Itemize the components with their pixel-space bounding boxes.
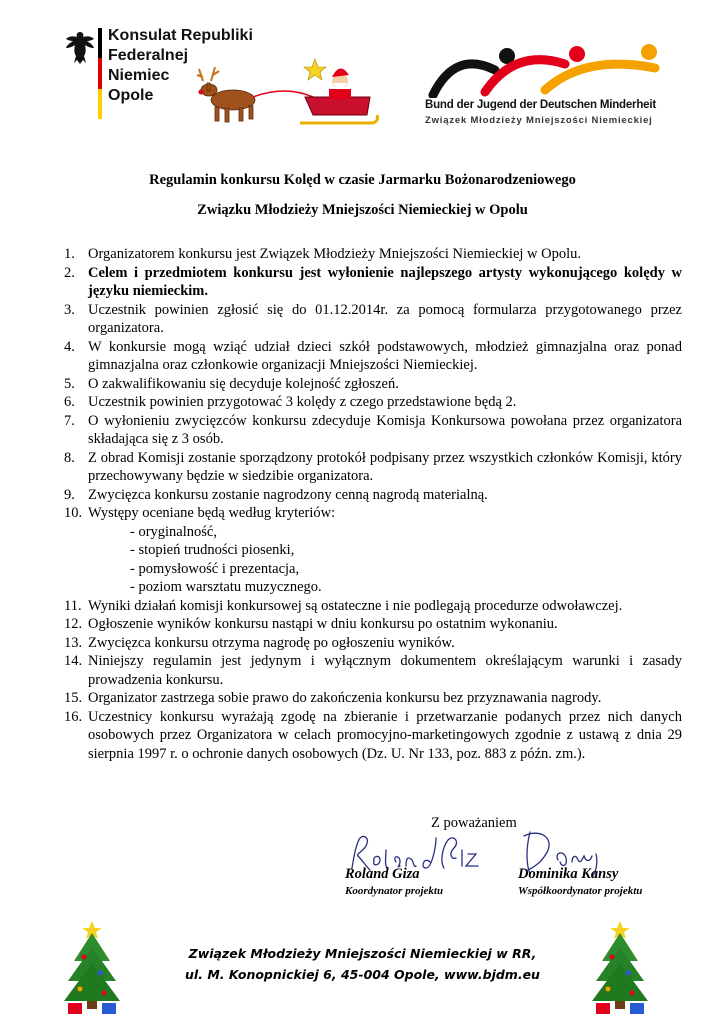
rule-item (64, 412, 682, 449)
rule-item (64, 264, 682, 301)
rule-item (64, 634, 682, 653)
rule-text: Uczestnik powinien przygotować 3 kolędy z czego przedstawione będą 2. (88, 394, 517, 410)
rule-number: 1. (64, 246, 75, 262)
association-name: Bund der Jugend der Deutschen Minderheit (425, 99, 656, 111)
rule-text: Uczestnicy konkursu wyrażają zgodę na zbieranie i przetwarzanie podanych przez nich danych osobowych przez Organizatora w celach promocyjno-marketingowych zgodnie z ustawą z dnia 29 sierpnia 1997 r. o ochronie danych osobowych (Dz. U. Nr 133, poz. 883 z późn. zm.). (88, 708, 682, 762)
rule-text: Wyniki działań komisji konkursowej są ostateczne i nie podlegają procedurze odwoławczej. (88, 597, 623, 614)
german-flag-stripe (98, 28, 102, 120)
criterion-item: - poziom warsztatu muzycznego. (130, 579, 322, 595)
rule-text: Uczestnik powinien zgłosić się do 01.12.2014r. za pomocą formularza przygotowanego przez organizatora. (88, 301, 682, 336)
rule-text: Zwycięzca konkursu otrzyma nagrodę po ogłoszeniu wyników. (88, 634, 455, 651)
rule-item (64, 689, 682, 708)
rule-text: Celem i przedmiotem konkursu jest wyłonienie najlepszego artysty wykonującego kolędy w języku niemieckim. (88, 264, 682, 299)
consulate-line: Konsulat Republiki Federalnej (108, 27, 253, 64)
signatory-role: Współkoordynator projektu (518, 885, 643, 897)
rule-item (64, 652, 682, 689)
rule-number: 7. (64, 412, 75, 429)
rule-text: Organizatorem konkursu jest Związek Młodzieży Mniejszości Niemieckiej w Opolu. (88, 246, 581, 262)
rule-item (64, 597, 682, 616)
rule-item (64, 393, 682, 412)
rule-number: 2. (64, 264, 75, 281)
rule-text: Ogłoszenie wyników konkursu nastąpi w dniu konkursu po ostatnim wykonaniu. (88, 616, 558, 632)
criteria-list (88, 523, 682, 597)
rule-text: Występy oceniane będą według kryteriów: (88, 505, 336, 521)
footer-organization: Związek Młodzieży Mniejszości Niemieckiej w RR, (188, 946, 537, 961)
consulate-line: Niemiec (108, 67, 170, 84)
rule-number: 11. (64, 597, 82, 614)
criterion-item: - oryginalność, (130, 523, 217, 540)
rule-text: O wyłonieniu zwycięzców konkursu zdecyduje Komisja Konkursowa powołana przez organizatora składająca się z 3 osób. (88, 412, 682, 447)
rule-item (64, 504, 682, 597)
rule-text: Niniejszy regulamin jest jedynym i wyłącznym dokumentem określającym warunki i zasady prowadzenia konkursu. (88, 653, 682, 688)
rule-item (64, 486, 682, 505)
santa-sleigh-illustration (195, 55, 380, 130)
association-subtitle: Związek Młodzieży Mniejszości Niemieckiej (425, 115, 653, 126)
document-title: Regulamin konkursu Kolęd w czasie Jarmarku Bożonarodzeniowego (149, 172, 576, 188)
eagle-emblem-icon (64, 30, 96, 66)
rule-item (64, 245, 682, 264)
rule-number: 13. (64, 634, 83, 651)
rule-number: 15. (64, 690, 83, 706)
rule-number: 3. (64, 301, 75, 318)
rule-item (64, 375, 682, 394)
rule-item (64, 708, 682, 764)
criterion-item: - stopień trudności piosenki, (130, 542, 295, 558)
signatory-name: Roland Giza (345, 866, 420, 882)
association-logo (425, 40, 685, 130)
rule-number: 5. (64, 375, 75, 392)
rule-number: 10. (64, 505, 83, 521)
rule-number: 16. (64, 708, 83, 725)
rule-number: 8. (64, 449, 75, 466)
rule-item (64, 449, 682, 486)
rule-text: W konkursie mogą wziąć udział dzieci szkół podstawowych, młodzież gimnazjalna oraz ponad gimnazjalna oraz członkowie organizacji Mniejszości Niemieckiej. (88, 338, 682, 373)
rule-text: Zwycięzca konkursu zostanie nagrodzony cenną nagrodą materialną. (88, 486, 488, 503)
rule-number: 6. (64, 394, 75, 410)
signatory-name: Dominika Kansy (518, 866, 619, 882)
closing-salutation: Z poważaniem (431, 815, 517, 831)
rule-text: Z obrad Komisji zostanie sporządzony protokół podpisany przez wszystkich członków Komisji, który przechowywany będzie w siedzibie organizatora. (88, 449, 682, 484)
association-figures-icon (425, 40, 685, 98)
consulate-line: Opole (108, 87, 154, 104)
criterion-item: - pomysłowość i prezentacja, (130, 560, 300, 577)
footer-address: ul. M. Konopnickiej 6, 45-004 Opole, www.bjdm.eu (185, 967, 540, 982)
rules-list (64, 245, 682, 763)
rule-text: Organizator zastrzega sobie prawo do zakończenia konkursu bez przyznawania nagrody. (88, 690, 602, 706)
signatory-role: Koordynator projektu (345, 885, 444, 897)
rule-number: 12. (64, 616, 83, 632)
rule-number: 9. (64, 486, 75, 503)
rule-number: 4. (64, 338, 75, 355)
rule-item (64, 301, 682, 338)
rule-item (64, 338, 682, 375)
rule-item (64, 615, 682, 634)
rule-number: 14. (64, 653, 83, 669)
document-subtitle: Związku Młodzieży Mniejszości Niemieckiej w Opolu (197, 202, 528, 218)
rule-text: O zakwalifikowaniu się decyduje kolejność zgłoszeń. (88, 375, 399, 392)
